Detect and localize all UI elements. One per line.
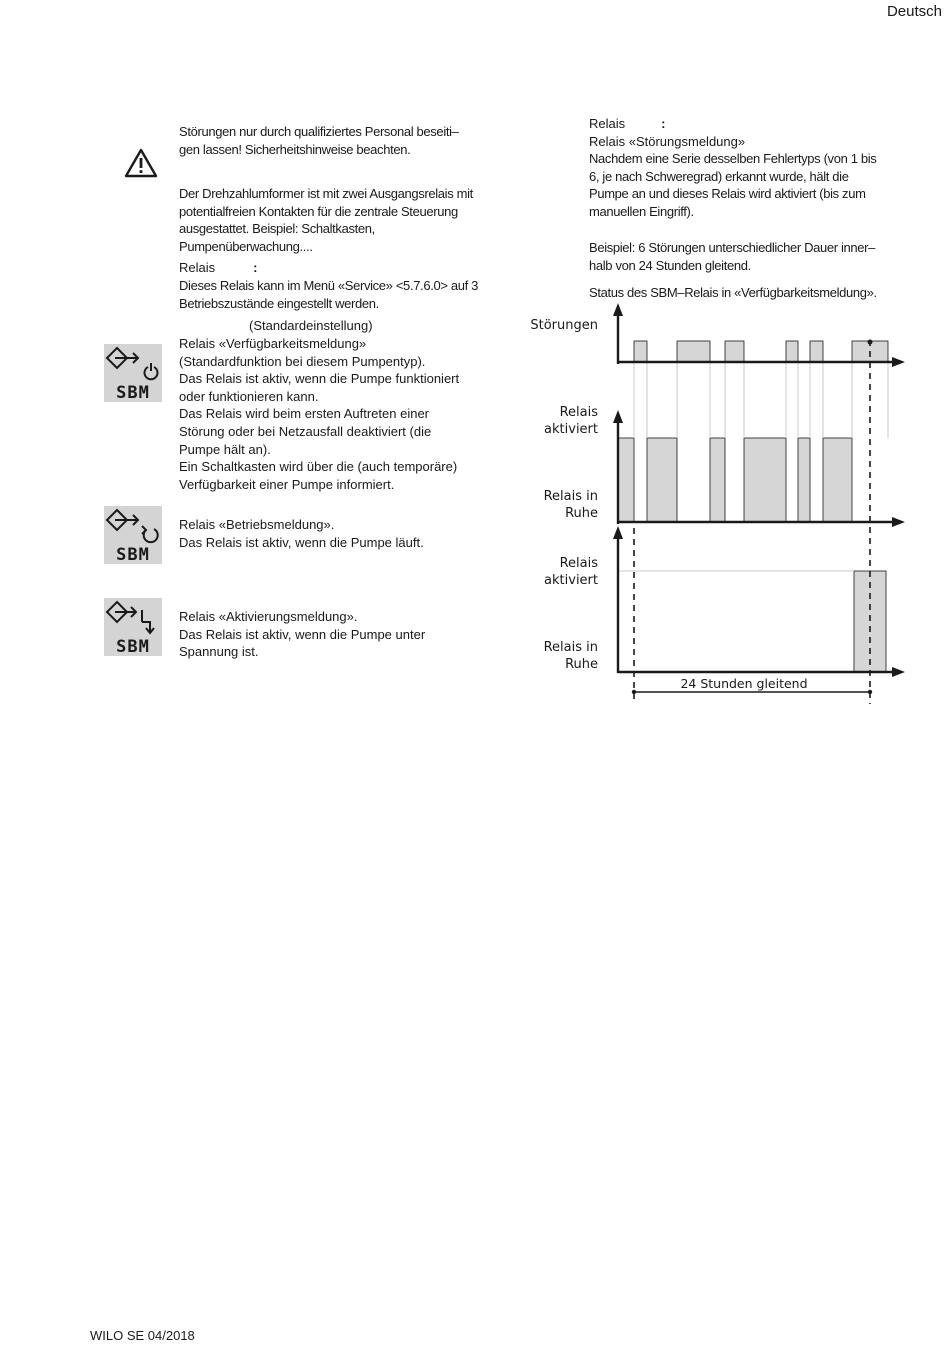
label-relay-rest-1: Relais in Ruhe — [543, 489, 598, 521]
fault-relay-description: Nachdem eine Serie desselben Fehlertyps (von 1 bis 6, je nach Schweregrad) erkannt wurde, hält die Pumpe an und dieses Relais wird aktiviert (bis zum manuellen Eingriff). — [589, 151, 877, 219]
timing-chart — [520, 300, 940, 710]
availability-relay-pulse — [798, 438, 810, 522]
fault-relay-title: Relais «Störungsmeldung» — [589, 134, 746, 149]
right-relais-heading-colon: : — [661, 116, 666, 131]
sbm-activation-icon — [104, 598, 162, 656]
svg-text:SBM: SBM — [116, 637, 150, 656]
relais-heading-colon: : — [253, 260, 258, 275]
fault-pulse — [725, 341, 744, 362]
availability-relay-pulse — [618, 438, 634, 522]
relais-description: Dieses Relais kann im Menü «Service» <5.7.6.0> auf 3 Betriebszustände eingestellt werden. — [179, 278, 479, 311]
mode2-text: Relais «Betriebsmeldung». Das Relais ist aktiv, wenn die Pumpe läuft. — [179, 517, 424, 550]
availability-relay-pulse — [647, 438, 677, 522]
standard-setting-label: (Standardeinstellung) — [249, 318, 373, 333]
fault-pulse — [677, 341, 710, 362]
label-relay-rest-2: Relais in Ruhe — [543, 640, 598, 672]
relais-heading-label: Relais — [179, 260, 216, 275]
svg-text:SBM: SBM — [116, 545, 150, 564]
right-relais-heading-label: Relais — [589, 116, 626, 131]
intro-text: Der Drehzahlumformer ist mit zwei Ausgangsrelais mit potentialfreien Kontakten für die zentrale Steuerung ausgestattet. Beispiel: Schaltkasten, Pumpenüberwachung.... — [179, 186, 473, 254]
example-text: Beispiel: 6 Störungen unterschiedlicher Dauer inner– halb von 24 Stunden gleitend. — [589, 240, 876, 273]
fault-pulse — [810, 341, 823, 362]
sbm-availability-icon — [104, 344, 162, 402]
right-relais-heading — [589, 115, 665, 133]
fault-pulse — [634, 341, 647, 362]
label-relay-active-1: Relais aktiviert — [544, 405, 598, 437]
availability-relay-pulse — [710, 438, 725, 522]
label-24h-window: 24 Stunden gleitend — [680, 676, 808, 691]
svg-text:SBM: SBM — [116, 383, 150, 402]
mode1-text: Relais «Verfügbarkeitsmeldung» (Standardfunktion bei diesem Pumpentyp). Das Relais ist aktiv, wenn die Pumpe funktioniert oder funktionieren kann. Das Relais wird beim ersten Auftreten einer Störung oder bei Netzausfall deaktiviert (die Pumpe hält an). Ein Schaltkasten wird über die (auch temporäre) Verfügbarkeit einer Pumpe informiert. — [179, 336, 460, 492]
fault-pulse — [786, 341, 798, 362]
warning-icon — [124, 148, 158, 178]
label-faults: Störungen — [530, 318, 598, 333]
availability-relay-pulse — [744, 438, 786, 522]
footer-text: WILO SE 04/2018 — [90, 1328, 195, 1343]
label-relay-active-2: Relais aktiviert — [544, 556, 598, 588]
warning-text: Störungen nur durch qualifiziertes Personal beseiti– gen lassen! Sicherheitshinweise beachten. — [179, 124, 459, 157]
relais-heading — [179, 259, 257, 277]
availability-relay-pulse — [823, 438, 852, 522]
mode3-text: Relais «Aktivierungsmeldung». Das Relais ist aktiv, wenn die Pumpe unter Spannung ist. — [179, 609, 426, 660]
sbm-operation-icon — [104, 506, 162, 564]
language-label: Deutsch — [886, 3, 942, 20]
status-text: Status des SBM–Relais in «Verfügbarkeitsmeldung». — [589, 285, 877, 300]
